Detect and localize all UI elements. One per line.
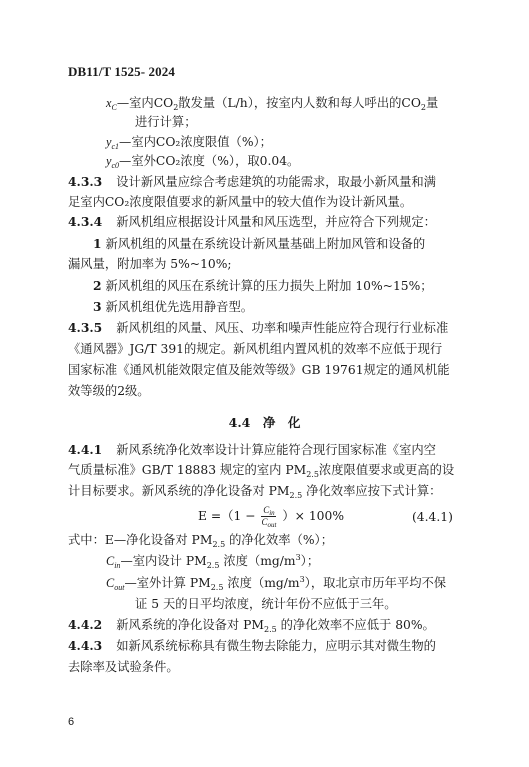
- def-cout-cont: 证 5 天的日平均浓度，统计年份不应低于三年。: [135, 597, 397, 611]
- def-cin: $C_{in}—$室内设计 $PM_{2.5}$ 浓度$(mg/m^3)$；: [106, 553, 320, 570]
- def-yc0: $y_{c0}—$室外CO₂浓度（%），取0.04。: [106, 154, 300, 170]
- clause-4-4-1: 4.4.1 新风系统净化效率设计计算应能符合现行国家标准《室内空: [68, 442, 436, 457]
- equation-number: (4.4.1): [412, 510, 453, 524]
- clause-4-3-5-line2: 《通风器》JG/T 391的规定。新风机组内置风机的效率不应低于现行: [68, 342, 443, 356]
- section-heading: 4.4 净 化: [228, 415, 301, 430]
- clause-4-3-5-line4: 效等级的2级。: [68, 384, 150, 398]
- clause-4-4-3: 4.4.3 如新风系统标称具有微生物去除能力，应明示其对微生物的: [68, 638, 436, 653]
- def-yc1: $y_{c1}—$室内CO₂浓度限值（%）；: [106, 135, 272, 151]
- clause-4-3-4-item-1-cont: 漏风量，附加率为 5%~10%;: [68, 257, 232, 271]
- clause-4-3-4: 4.3.4 新风机组应根据设计风量和风压选型，并应符合下列规定：: [68, 214, 436, 229]
- def-xc-cont: 进行计算；: [135, 115, 197, 129]
- clause-4-3-4-item-3: 3 新风机组优先选用静音型。: [93, 299, 254, 314]
- clause-4-3-5-line3: 国家标准《通风机能效限定值及能效等级》GB 19761规定的通风机能: [68, 363, 450, 377]
- clause-4-4-1-line3: 计目标要求。新风系统的净化设备对 $PM_{2.5}$ 净化效率应按下式计算：: [68, 484, 442, 500]
- clause-4-4-2: 4.4.2 新风系统的净化设备对 $PM_{2.5}$ 的净化效率不应低于 80%。: [68, 617, 435, 634]
- page-number: 6: [68, 716, 75, 728]
- clause-4-3-5: 4.3.5 新风机组的风量、风压、功率和噪声性能应符合现行行业标准: [68, 320, 449, 335]
- def-cout: $C_{out}—$室外计算 $PM_{2.5}$ 浓度$(mg/m^3)$，取北京市历年平均不保: [106, 575, 447, 592]
- standard-code-header: DB11/T 1525- 2024: [68, 64, 175, 79]
- clause-4-3-4-item-1: 1 新风机组的风量在系统设计新风量基础上附加风管和设备的: [93, 236, 426, 251]
- clause-4-3-3: 4.3.3 设计新风量应综合考虑建筑的功能需求，取最小新风量和满: [68, 174, 436, 189]
- clause-4-4-1-line2: 气质量标准》GB/T 18883 规定的室内 $PM_{2.5}$浓度限值要求或更高的设: [68, 463, 455, 479]
- formula-4-4-1: E =（1 − $\frac{C_{in}}{C_{out}}$ ）× 100%: [198, 505, 345, 529]
- fraction: $\frac{C_{in}}{C_{out}}$: [261, 505, 277, 529]
- clause-4-3-3-line2: 足室内CO₂浓度限值要求的新风量中的较大值作为设计新风量。: [68, 195, 413, 209]
- def-e: 式中：E—净化设备对 $PM_{2.5}$ 的净化效率（%）；: [68, 533, 333, 549]
- clause-4-4-3-line2: 去除率及试验条件。: [68, 660, 179, 674]
- def-xc: $x_C—$室内$CO_2$散发量（L/h），按室内人数和每人呼出的$CO_2$量: [106, 96, 439, 112]
- clause-4-3-4-item-2: 2 新风机组的风压在系统计算的压力损失上附加 10%~15%；: [93, 278, 433, 293]
